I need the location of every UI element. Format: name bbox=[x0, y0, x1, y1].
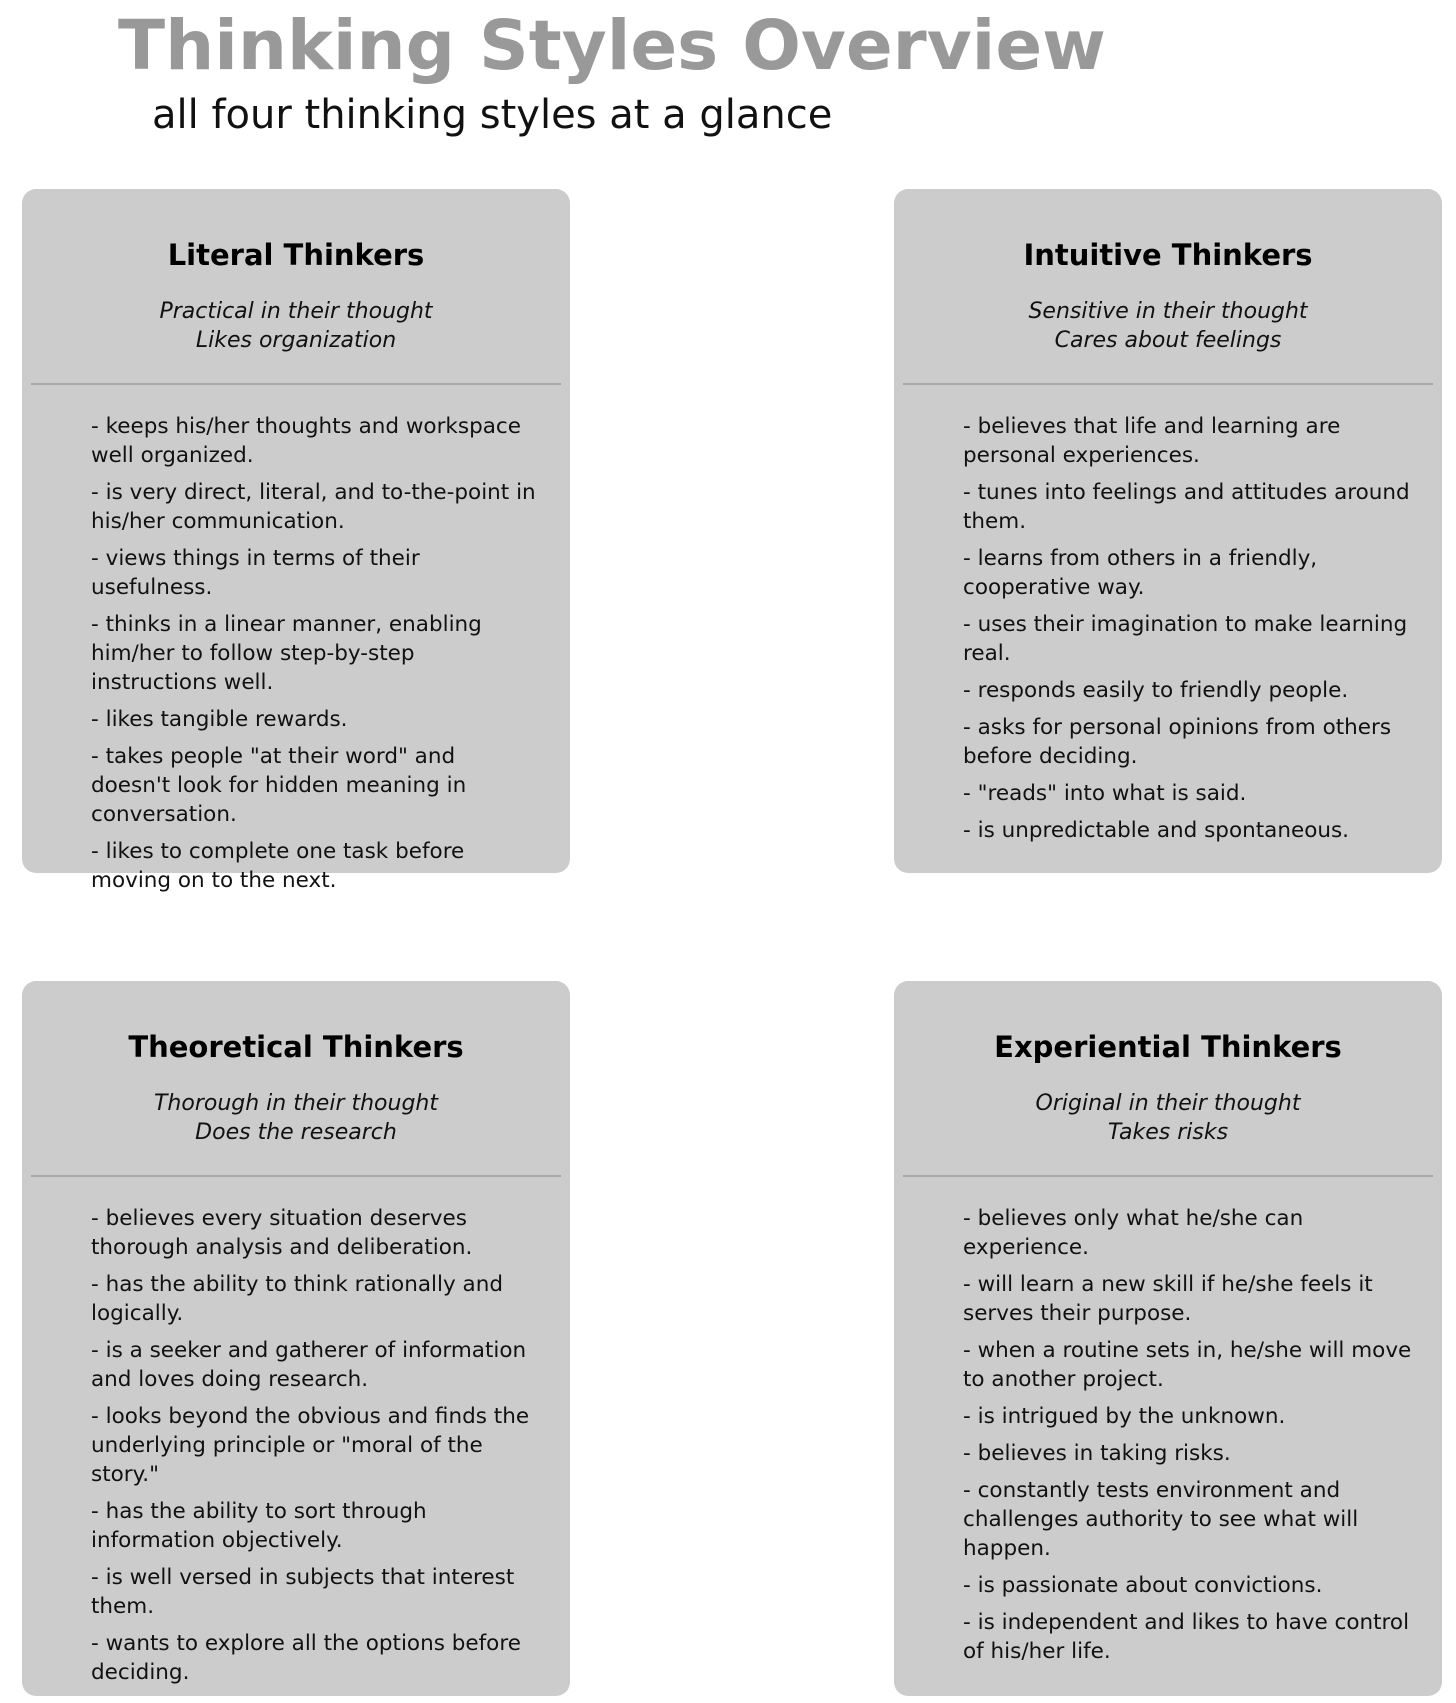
trait-item: - thinks in a linear manner, enabling him/her to follow step-by-step instructions well. bbox=[91, 612, 482, 695]
trait-item: - likes to complete one task before moving on to the next. bbox=[91, 839, 465, 893]
card-tagline bbox=[22, 1089, 570, 1147]
trait-list bbox=[91, 412, 540, 903]
card-title: Intuitive Thinkers bbox=[1023, 238, 1313, 272]
trait-item: - believes only what he/she can experience. bbox=[963, 1206, 1304, 1260]
trait-item: - responds easily to friendly people. bbox=[963, 678, 1349, 703]
tagline-line: Does the research bbox=[195, 1120, 397, 1145]
page-title: Thinking Styles Overview bbox=[118, 6, 1106, 86]
tagline-line: Thorough in their thought bbox=[153, 1091, 438, 1116]
trait-item: - likes tangible rewards. bbox=[91, 707, 348, 732]
trait-item: - learns from others in a friendly, cooperative way. bbox=[963, 546, 1318, 600]
trait-item: - tunes into feelings and attitudes around them. bbox=[963, 480, 1410, 534]
trait-item: - uses their imagination to make learning real. bbox=[963, 612, 1408, 666]
trait-item: - is a seeker and gatherer of information and loves doing research. bbox=[91, 1338, 527, 1392]
card-tagline bbox=[894, 1089, 1442, 1147]
trait-item: - takes people "at their word" and doesn't look for hidden meaning in conversation. bbox=[91, 744, 467, 827]
card-literal-thinkers bbox=[22, 189, 570, 893]
trait-item: - constantly tests environment and challenges authority to see what will happen. bbox=[963, 1478, 1359, 1561]
tagline-line: Likes organization bbox=[195, 328, 397, 353]
trait-item: - wants to explore all the options before deciding. bbox=[91, 1631, 521, 1685]
trait-item: - believes in taking risks. bbox=[963, 1441, 1231, 1466]
trait-list bbox=[963, 1204, 1412, 1674]
trait-item: - believes every situation deserves thorough analysis and deliberation. bbox=[91, 1206, 473, 1260]
trait-list bbox=[963, 412, 1412, 853]
card-title: Experiential Thinkers bbox=[994, 1030, 1342, 1064]
tagline-line: Original in their thought bbox=[1035, 1091, 1301, 1116]
card-divider bbox=[903, 1175, 1433, 1177]
card-title: Theoretical Thinkers bbox=[128, 1030, 464, 1064]
card-experiential-thinkers bbox=[894, 981, 1442, 1696]
card-divider bbox=[903, 383, 1433, 385]
trait-item: - will learn a new skill if he/she feels it serves their purpose. bbox=[963, 1272, 1373, 1326]
trait-item: - is unpredictable and spontaneous. bbox=[963, 818, 1350, 843]
trait-item: - is very direct, literal, and to-the-point in his/her communication. bbox=[91, 480, 536, 534]
trait-item: - "reads" into what is said. bbox=[963, 781, 1247, 806]
trait-item: - when a routine sets in, he/she will move to another project. bbox=[963, 1338, 1412, 1392]
tagline-line: Practical in their thought bbox=[159, 299, 433, 324]
trait-list bbox=[91, 1204, 540, 1695]
page-subtitle: all four thinking styles at a glance bbox=[152, 92, 833, 138]
card-theoretical-thinkers bbox=[22, 981, 570, 1696]
trait-item: - keeps his/her thoughts and workspace well organized. bbox=[91, 414, 521, 468]
trait-item: - has the ability to sort through information objectively. bbox=[91, 1499, 427, 1553]
tagline-line: Takes risks bbox=[1107, 1120, 1229, 1145]
tagline-line: Cares about feelings bbox=[1054, 328, 1282, 353]
card-title: Literal Thinkers bbox=[167, 238, 425, 272]
trait-item: - looks beyond the obvious and finds the underlying principle or "moral of the story." bbox=[91, 1404, 530, 1487]
card-intuitive-thinkers bbox=[894, 189, 1442, 873]
trait-item: - is intrigued by the unknown. bbox=[963, 1404, 1286, 1429]
trait-item: - is independent and likes to have control of his/her life. bbox=[963, 1610, 1410, 1664]
trait-item: - has the ability to think rationally and logically. bbox=[91, 1272, 503, 1326]
card-tagline bbox=[894, 297, 1442, 355]
card-divider bbox=[31, 1175, 561, 1177]
trait-item: - believes that life and learning are personal experiences. bbox=[963, 414, 1341, 468]
card-divider bbox=[31, 383, 561, 385]
trait-item: - views things in terms of their usefulness. bbox=[91, 546, 420, 600]
card-tagline bbox=[22, 297, 570, 355]
trait-item: - asks for personal opinions from others before deciding. bbox=[963, 715, 1392, 769]
trait-item: - is passionate about convictions. bbox=[963, 1573, 1323, 1598]
trait-item: - is well versed in subjects that interest them. bbox=[91, 1565, 515, 1619]
tagline-line: Sensitive in their thought bbox=[1028, 299, 1308, 324]
